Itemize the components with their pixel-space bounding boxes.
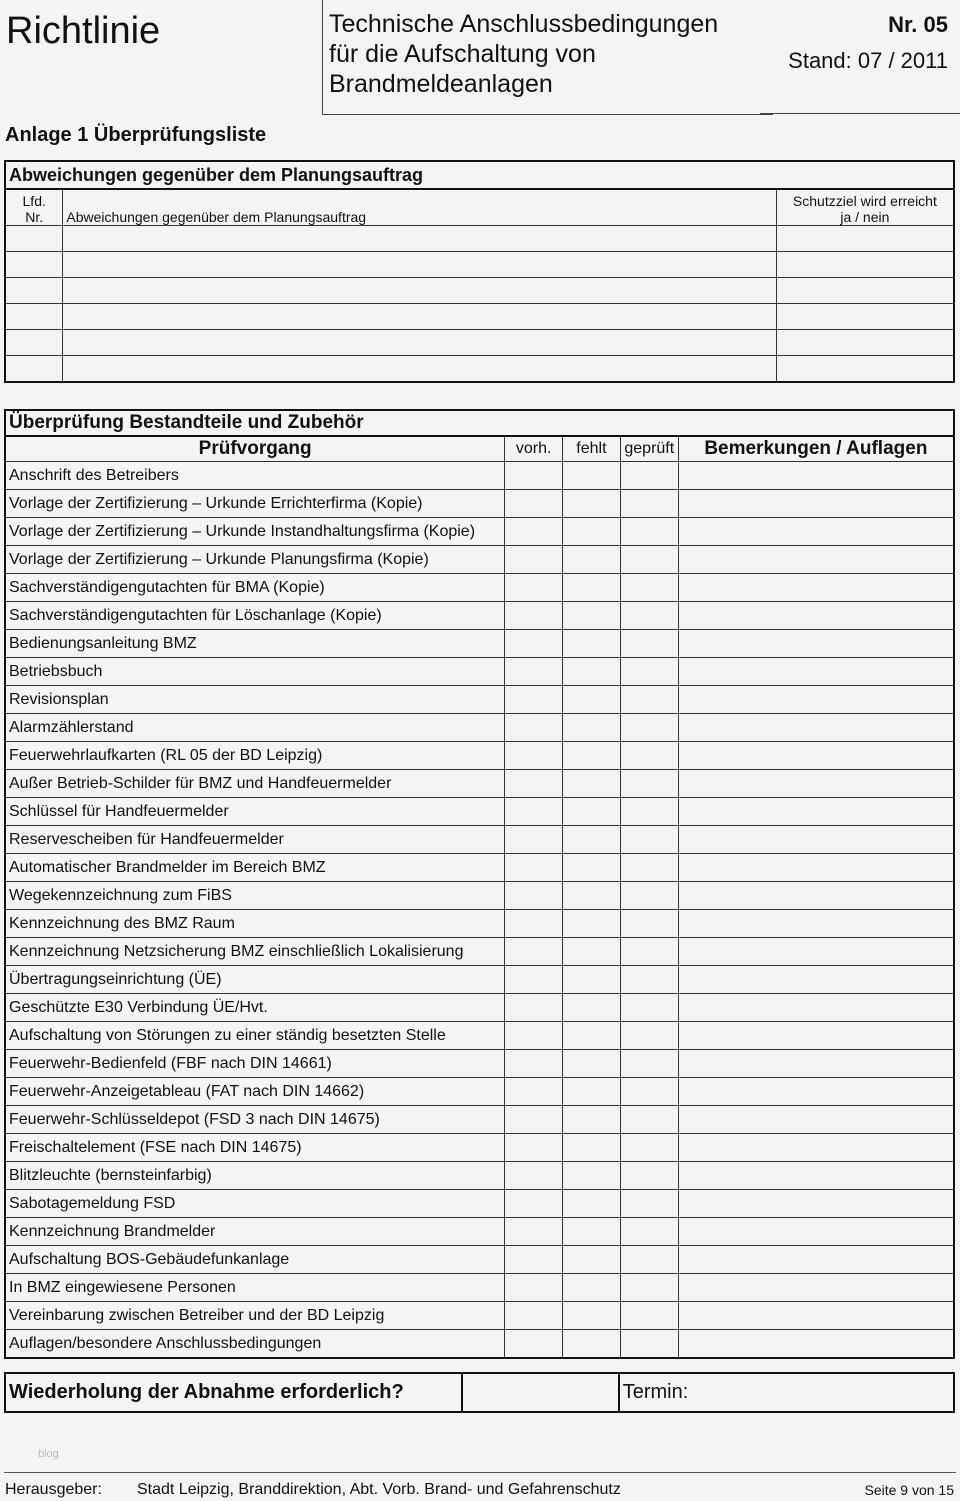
checklist-row (5, 546, 954, 574)
checklist-present-cell[interactable] (505, 798, 563, 826)
checklist-missing-cell[interactable] (563, 490, 621, 518)
checklist-item-label: Bedienungsanleitung BMZ (5, 630, 505, 658)
checklist-row (5, 1022, 954, 1050)
checklist-row (5, 686, 954, 714)
checklist-remarks-cell[interactable] (678, 938, 954, 966)
checklist-row (5, 882, 954, 910)
deviation-row (5, 252, 954, 278)
checklist-remarks-cell[interactable] (678, 714, 954, 742)
checklist-row (5, 994, 954, 1022)
checklist-remarks-cell[interactable] (678, 1190, 954, 1218)
deviation-row (5, 226, 954, 252)
checklist-item-label: In BMZ eingewiesene Personen (5, 1274, 505, 1302)
checklist-missing-cell[interactable] (563, 1218, 621, 1246)
checklist-item-label: Schlüssel für Handfeuermelder (5, 798, 505, 826)
checklist-row (5, 602, 954, 630)
checklist-item-label: Vorlage der Zertifizierung – Urkunde Errichterfirma (Kopie) (5, 490, 505, 518)
checklist-present-cell[interactable] (505, 630, 563, 658)
checklist-item-label: Auflagen/besondere Anschlussbedingungen (5, 1330, 505, 1359)
checklist-present-cell[interactable] (505, 1162, 563, 1190)
checklist-checked-cell[interactable] (620, 910, 678, 938)
checklist-missing-cell[interactable] (563, 1134, 621, 1162)
checklist-checked-cell[interactable] (620, 714, 678, 742)
checklist-remarks-cell[interactable] (678, 798, 954, 826)
checklist-item-label: Sabotagemeldung FSD (5, 1190, 505, 1218)
checklist-remarks-cell[interactable] (678, 966, 954, 994)
checklist-missing-cell[interactable] (563, 1190, 621, 1218)
checklist-remarks-cell[interactable] (678, 1274, 954, 1302)
checklist-present-cell[interactable] (505, 882, 563, 910)
checklist-missing-cell[interactable] (563, 798, 621, 826)
column-header-checked: geprüft (620, 436, 678, 462)
checklist-checked-cell[interactable] (620, 1134, 678, 1162)
checklist-missing-cell[interactable] (563, 994, 621, 1022)
deviation-number-cell[interactable] (5, 226, 63, 252)
checklist-checked-cell[interactable] (620, 882, 678, 910)
checklist-present-cell[interactable] (505, 770, 563, 798)
checklist-present-cell[interactable] (505, 518, 563, 546)
checklist-title: Überprüfung Bestandteile und Zubehör (5, 410, 954, 436)
checklist-row (5, 1050, 954, 1078)
checklist-row (5, 1134, 954, 1162)
checklist-item-label: Kennzeichnung Netzsicherung BMZ einschließlich Lokalisierung (5, 938, 505, 966)
checklist-remarks-cell[interactable] (678, 1134, 954, 1162)
checklist-checked-cell[interactable] (620, 1218, 678, 1246)
checklist-missing-cell[interactable] (563, 714, 621, 742)
deviation-row (5, 356, 954, 383)
column-header-number-line-2: Nr. (25, 209, 44, 225)
checklist-checked-cell[interactable] (620, 1302, 678, 1330)
checklist-item-label: Feuerwehr-Bedienfeld (FBF nach DIN 14661) (5, 1050, 505, 1078)
deviation-number-cell[interactable] (5, 356, 63, 383)
checklist-present-cell[interactable] (505, 658, 563, 686)
column-header-deviation: Abweichungen gegenüber dem Planungsauftrag (63, 189, 776, 226)
deviations-table-title: Abweichungen gegenüber dem Planungsauftrag (5, 161, 954, 189)
checklist-checked-cell[interactable] (620, 938, 678, 966)
checklist-remarks-cell[interactable] (678, 1162, 954, 1190)
checklist-remarks-cell[interactable] (678, 602, 954, 630)
checklist-row (5, 574, 954, 602)
checklist-missing-cell[interactable] (563, 1022, 621, 1050)
checklist-remarks-cell[interactable] (678, 1218, 954, 1246)
checklist-checked-cell[interactable] (620, 1106, 678, 1134)
column-header-present: vorh. (505, 436, 563, 462)
checklist-present-cell[interactable] (505, 1050, 563, 1078)
deviation-text-cell[interactable] (63, 356, 776, 383)
deviation-row (5, 330, 954, 356)
checklist-item-label: Wegekennzeichnung zum FiBS (5, 882, 505, 910)
checklist-missing-cell[interactable] (563, 462, 621, 490)
checklist-item-label: Freischaltelement (FSE nach DIN 14675) (5, 1134, 505, 1162)
checklist-row (5, 798, 954, 826)
column-header-missing: fehlt (563, 436, 621, 462)
checklist-remarks-cell[interactable] (678, 770, 954, 798)
document-version: Stand: 07 / 2011 (788, 48, 948, 73)
checklist-present-cell[interactable] (505, 966, 563, 994)
checklist-remarks-cell[interactable] (678, 630, 954, 658)
checklist-present-cell[interactable] (505, 994, 563, 1022)
checklist-item-label: Alarmzählerstand (5, 714, 505, 742)
checklist-checked-cell[interactable] (620, 994, 678, 1022)
checklist-remarks-cell[interactable] (678, 658, 954, 686)
checklist-item-label: Geschützte E30 Verbindung ÜE/Hvt. (5, 994, 505, 1022)
repeat-inspection-answer-cell[interactable] (462, 1373, 619, 1412)
column-header-goal-line-1: Schutzziel wird erreicht (792, 193, 937, 209)
checklist-item-label: Sachverständigengutachten für BMA (Kopie) (5, 574, 505, 602)
appendix-title: Anlage 1 Überprüfungsliste (5, 124, 267, 146)
checklist-missing-cell[interactable] (563, 882, 621, 910)
checklist-remarks-cell[interactable] (678, 1106, 954, 1134)
deviation-number-cell[interactable] (5, 304, 63, 330)
checklist-missing-cell[interactable] (563, 686, 621, 714)
deviation-number-cell[interactable] (5, 252, 63, 278)
checklist-row (5, 1190, 954, 1218)
checklist-present-cell[interactable] (505, 1302, 563, 1330)
checklist-present-cell[interactable] (505, 574, 563, 602)
checklist-missing-cell[interactable] (563, 1274, 621, 1302)
deviation-text-cell[interactable] (63, 330, 776, 356)
termin-field[interactable]: Termin: (619, 1373, 954, 1412)
checklist-item-label: Reservescheiben für Handfeuermelder (5, 826, 505, 854)
checklist-present-cell[interactable] (505, 1190, 563, 1218)
checklist-missing-cell[interactable] (563, 770, 621, 798)
checklist-item-label: Feuerwehr-Anzeigetableau (FAT nach DIN 14662) (5, 1078, 505, 1106)
deviation-goal-cell[interactable] (776, 330, 954, 356)
checklist-row (5, 518, 954, 546)
column-header-number-line-1: Lfd. (22, 193, 46, 209)
document-title-line-1: Technische Anschlussbedingungen (329, 10, 719, 38)
checklist-missing-cell[interactable] (563, 574, 621, 602)
checklist-item-label: Feuerwehr-Schlüsseldepot (FSD 3 nach DIN 14675) (5, 1106, 505, 1134)
checklist-present-cell[interactable] (505, 1106, 563, 1134)
checklist-remarks-cell[interactable] (678, 1330, 954, 1359)
deviation-text-cell[interactable] (63, 252, 776, 278)
checklist-present-cell[interactable] (505, 826, 563, 854)
checklist-checked-cell[interactable] (620, 1162, 678, 1190)
checklist-checked-cell[interactable] (620, 630, 678, 658)
checklist-item-label: Aufschaltung BOS-Gebäudefunkanlage (5, 1246, 505, 1274)
checklist-present-cell[interactable] (505, 462, 563, 490)
checklist-row (5, 658, 954, 686)
deviation-goal-cell[interactable] (776, 278, 954, 304)
checklist-missing-cell[interactable] (563, 1330, 621, 1359)
checklist-missing-cell[interactable] (563, 658, 621, 686)
checklist-checked-cell[interactable] (620, 490, 678, 518)
checklist-remarks-cell[interactable] (678, 910, 954, 938)
checklist-present-cell[interactable] (505, 1246, 563, 1274)
checklist-item-label: Aufschaltung von Störungen zu einer ständig besetzten Stelle (5, 1022, 505, 1050)
checklist-checked-cell[interactable] (620, 798, 678, 826)
checklist-row (5, 1330, 954, 1359)
footer-publisher: Stadt Leipzig, Branddirektion, Abt. Vorb. Brand- und Gefahrenschutz (137, 1481, 621, 1498)
deviation-goal-cell[interactable] (776, 304, 954, 330)
deviation-row (5, 278, 954, 304)
checklist-row (5, 1078, 954, 1106)
checklist-checked-cell[interactable] (620, 546, 678, 574)
checklist-missing-cell[interactable] (563, 910, 621, 938)
checklist-remarks-cell[interactable] (678, 462, 954, 490)
checklist-checked-cell[interactable] (620, 518, 678, 546)
checklist-present-cell[interactable] (505, 490, 563, 518)
checklist-checked-cell[interactable] (620, 574, 678, 602)
checklist-checked-cell[interactable] (620, 1078, 678, 1106)
checklist-item-label: Anschrift des Betreibers (5, 462, 505, 490)
checklist-remarks-cell[interactable] (678, 1022, 954, 1050)
checklist-present-cell[interactable] (505, 546, 563, 574)
checklist-remarks-cell[interactable] (678, 490, 954, 518)
footer-divider (4, 1472, 956, 1473)
checklist-row (5, 1162, 954, 1190)
checklist-remarks-cell[interactable] (678, 574, 954, 602)
checklist-checked-cell[interactable] (620, 770, 678, 798)
checklist-checked-cell[interactable] (620, 1330, 678, 1359)
checklist-remarks-cell[interactable] (678, 1246, 954, 1274)
checklist-row (5, 1106, 954, 1134)
checklist-checked-cell[interactable] (620, 658, 678, 686)
deviation-text-cell[interactable] (63, 304, 776, 330)
checklist-missing-cell[interactable] (563, 966, 621, 994)
document-title-line-3: Brandmeldeanlagen (329, 70, 553, 98)
footer-publisher-label: Herausgeber: (5, 1481, 102, 1498)
deviation-row (5, 304, 954, 330)
deviation-goal-cell[interactable] (776, 226, 954, 252)
deviation-goal-cell[interactable] (776, 356, 954, 383)
checklist-remarks-cell[interactable] (678, 826, 954, 854)
checklist-missing-cell[interactable] (563, 1246, 621, 1274)
checklist-missing-cell[interactable] (563, 1050, 621, 1078)
checklist-item-label: Übertragungseinrichtung (ÜE) (5, 966, 505, 994)
checklist-present-cell[interactable] (505, 1218, 563, 1246)
checklist-remarks-cell[interactable] (678, 1078, 954, 1106)
checklist-item-label: Betriebsbuch (5, 658, 505, 686)
column-header-number (5, 189, 63, 226)
checklist-item-label: Vereinbarung zwischen Betreiber und der BD Leipzig (5, 1302, 505, 1330)
checklist-checked-cell[interactable] (620, 602, 678, 630)
column-header-process: Prüfvorgang (5, 436, 505, 462)
checklist-missing-cell[interactable] (563, 1078, 621, 1106)
checklist-row (5, 742, 954, 770)
checklist-row (5, 462, 954, 490)
checklist-present-cell[interactable] (505, 938, 563, 966)
checklist-missing-cell[interactable] (563, 1302, 621, 1330)
checklist-present-cell[interactable] (505, 686, 563, 714)
checklist-item-label: Kennzeichnung des BMZ Raum (5, 910, 505, 938)
checklist-item-label: Feuerwehrlaufkarten (RL 05 der BD Leipzig) (5, 742, 505, 770)
checklist-present-cell[interactable] (505, 602, 563, 630)
checklist-row (5, 1246, 954, 1274)
checklist-present-cell[interactable] (505, 1274, 563, 1302)
checklist-present-cell[interactable] (505, 714, 563, 742)
checklist-missing-cell[interactable] (563, 854, 621, 882)
deviations-table (4, 160, 955, 383)
checklist-row (5, 490, 954, 518)
checklist-missing-cell[interactable] (563, 1106, 621, 1134)
checklist-checked-cell[interactable] (620, 686, 678, 714)
checklist-checked-cell[interactable] (620, 742, 678, 770)
repeat-inspection-table (4, 1372, 955, 1413)
checklist-checked-cell[interactable] (620, 1246, 678, 1274)
checklist-missing-cell[interactable] (563, 742, 621, 770)
checklist-row (5, 714, 954, 742)
header-divider (760, 113, 960, 114)
column-header-goal-line-2: ja / nein (840, 209, 890, 225)
checklist-present-cell[interactable] (505, 1330, 563, 1359)
checklist-row (5, 770, 954, 798)
checklist-missing-cell[interactable] (563, 938, 621, 966)
checklist-item-label: Automatischer Brandmelder im Bereich BMZ (5, 854, 505, 882)
column-header-goal (776, 189, 954, 226)
checklist-item-label: Revisionsplan (5, 686, 505, 714)
checklist-item-label: Kennzeichnung Brandmelder (5, 1218, 505, 1246)
checklist-remarks-cell[interactable] (678, 546, 954, 574)
checklist-missing-cell[interactable] (563, 1162, 621, 1190)
checklist-checked-cell[interactable] (620, 462, 678, 490)
checklist-item-label: Außer Betrieb-Schilder für BMZ und Handfeuermelder (5, 770, 505, 798)
deviation-goal-cell[interactable] (776, 252, 954, 278)
checklist-checked-cell[interactable] (620, 966, 678, 994)
checklist-remarks-cell[interactable] (678, 1050, 954, 1078)
checklist-item-label: Vorlage der Zertifizierung – Urkunde Planungsfirma (Kopie) (5, 546, 505, 574)
repeat-inspection-question: Wiederholung der Abnahme erforderlich? (5, 1373, 462, 1412)
deviation-number-cell[interactable] (5, 278, 63, 304)
checklist-checked-cell[interactable] (620, 1190, 678, 1218)
checklist-remarks-cell[interactable] (678, 1302, 954, 1330)
checklist-item-label: Vorlage der Zertifizierung – Urkunde Instandhaltungsfirma (Kopie) (5, 518, 505, 546)
checklist-present-cell[interactable] (505, 910, 563, 938)
checklist-row (5, 854, 954, 882)
checklist-missing-cell[interactable] (563, 630, 621, 658)
checklist-row (5, 826, 954, 854)
checklist-present-cell[interactable] (505, 1078, 563, 1106)
checklist-table (4, 409, 955, 1359)
checklist-remarks-cell[interactable] (678, 742, 954, 770)
checklist-checked-cell[interactable] (620, 1274, 678, 1302)
checklist-checked-cell[interactable] (620, 1022, 678, 1050)
document-title-block (322, 0, 773, 115)
checklist-item-label: Blitzleuchte (bernsteinfarbig) (5, 1162, 505, 1190)
checklist-remarks-cell[interactable] (678, 994, 954, 1022)
deviation-number-cell[interactable] (5, 330, 63, 356)
checklist-present-cell[interactable] (505, 1022, 563, 1050)
checklist-remarks-cell[interactable] (678, 518, 954, 546)
checklist-remarks-cell[interactable] (678, 882, 954, 910)
checklist-remarks-cell[interactable] (678, 686, 954, 714)
checklist-row (5, 1302, 954, 1330)
watermark: blog (38, 1448, 59, 1460)
deviation-text-cell[interactable] (63, 278, 776, 304)
document-type-title: Richtlinie (6, 10, 161, 52)
checklist-present-cell[interactable] (505, 854, 563, 882)
checklist-present-cell[interactable] (505, 742, 563, 770)
checklist-checked-cell[interactable] (620, 854, 678, 882)
checklist-checked-cell[interactable] (620, 826, 678, 854)
checklist-row (5, 966, 954, 994)
checklist-missing-cell[interactable] (563, 826, 621, 854)
checklist-checked-cell[interactable] (620, 1050, 678, 1078)
document-number: Nr. 05 (888, 12, 948, 37)
checklist-missing-cell[interactable] (563, 518, 621, 546)
document-title-line-2: für die Aufschaltung von (329, 40, 596, 68)
checklist-missing-cell[interactable] (563, 546, 621, 574)
column-header-remarks: Bemerkungen / Auflagen (678, 436, 954, 462)
checklist-row (5, 630, 954, 658)
deviation-text-cell[interactable] (63, 226, 776, 252)
checklist-item-label: Sachverständigengutachten für Löschanlage (Kopie) (5, 602, 505, 630)
checklist-row (5, 1274, 954, 1302)
footer-page-number: Seite 9 von 15 (864, 1482, 954, 1498)
checklist-row (5, 938, 954, 966)
checklist-row (5, 910, 954, 938)
checklist-present-cell[interactable] (505, 1134, 563, 1162)
checklist-row (5, 1218, 954, 1246)
checklist-remarks-cell[interactable] (678, 854, 954, 882)
checklist-missing-cell[interactable] (563, 602, 621, 630)
